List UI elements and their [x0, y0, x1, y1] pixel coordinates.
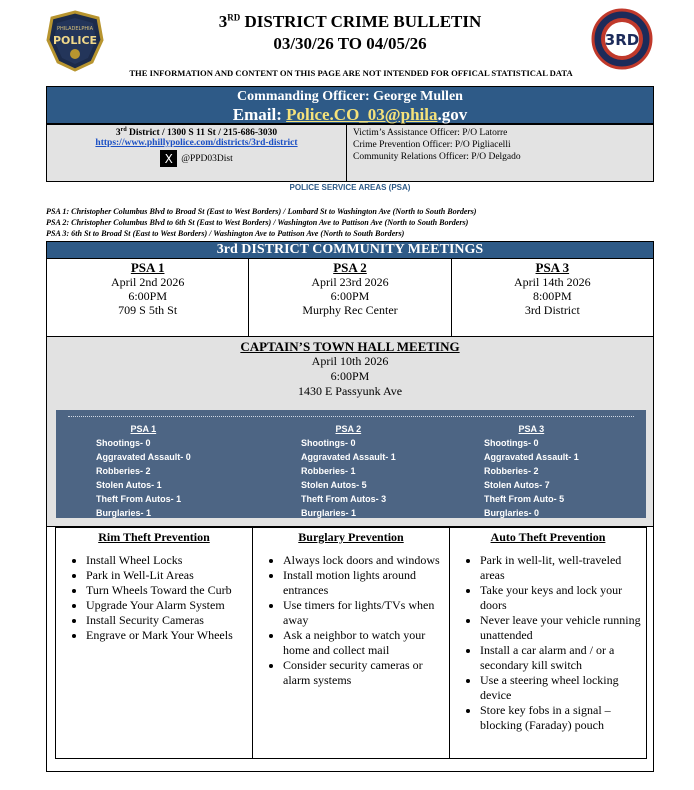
bulletin-date-range: 03/30/26 TO 04/05/26: [273, 34, 427, 53]
tips-heading: Burglary Prevention: [298, 530, 404, 544]
list-item: • Install Wheel Locks: [86, 553, 250, 568]
stat-theft-from-autos: Theft From Autos- 1: [96, 494, 182, 504]
crime-stats-psa-1: [96, 422, 191, 520]
tips-list: [255, 553, 447, 688]
officer-crime-prevention: Crime Prevention Officer: P/O Pigliacelli: [353, 140, 511, 150]
crime-stats-psa-2: [301, 422, 396, 520]
meeting-time: 8:00PM: [532, 289, 572, 303]
tips-heading: Rim Theft Prevention: [98, 530, 210, 544]
meeting-place: Murphy Rec Center: [302, 303, 398, 317]
psa-boundaries: [46, 206, 666, 239]
list-item: • Store key fobs in a signal – blocking (Faraday) pouch: [480, 703, 644, 733]
commanding-officer-email: Email: Police.CO_03@phila.gov: [232, 105, 468, 124]
stat-stolen-autos: Stolen Autos- 5: [301, 480, 367, 490]
town-hall-heading: CAPTAIN’S TOWN HALL MEETING: [240, 339, 460, 354]
list-item: • Never leave your vehicle running unattended: [480, 613, 644, 643]
svg-text:PHILADELPHIA: PHILADELPHIA: [56, 26, 94, 32]
email-link[interactable]: Police.CO_03@phila: [286, 105, 438, 124]
commanding-officer-name: Commanding Officer: George Mullen: [237, 89, 463, 104]
meeting-date: April 23rd 2026: [311, 275, 389, 289]
town-hall-date: April 10th 2026: [311, 354, 389, 368]
meeting-time: 6:00PM: [128, 289, 167, 303]
town-hall-meeting: [46, 339, 654, 399]
meeting-psa-label: PSA 3: [535, 260, 570, 275]
meeting-psa-1: [47, 259, 248, 336]
list-item: • Install a car alarm and / or a secondary kill switch: [480, 643, 644, 673]
psa-3-boundary: PSA 3: 6th St to Broad St (East to West Borders) / Washington Ave to Pattison Ave (North to South Borders): [46, 229, 405, 238]
meeting-psa-label: PSA 1: [130, 260, 165, 275]
officer-victims-assistance: Victim’s Assistance Officer: P/O Latorre: [353, 128, 508, 138]
district-address: 3rd District / 1300 S 11 St / 215-686-3030: [115, 127, 278, 139]
meeting-place: 3rd District: [524, 303, 580, 317]
list-item: • Turn Wheels Toward the Curb: [86, 583, 250, 598]
police-badge-logo: [46, 10, 104, 72]
stat-shootings: Shootings- 0: [484, 438, 539, 448]
stat-shootings: Shootings- 0: [301, 438, 356, 448]
stat-aggravated-assault: Aggravated Assault- 1: [484, 452, 579, 462]
psa-section-title: POLICE SERVICE AREAS (PSA): [289, 183, 411, 192]
commanding-officer-header: [46, 86, 654, 124]
list-item: • Always lock doors and windows: [283, 553, 447, 568]
stat-theft-from-autos: Theft From Autos- 3: [301, 494, 387, 504]
crime-stats-psa-3: [484, 422, 579, 520]
stat-stolen-autos: Stolen Autos- 1: [96, 480, 162, 490]
social-handle: @PPD03Dist: [181, 153, 233, 164]
bulletin-title: 3RD DISTRICT CRIME BULLETIN: [218, 12, 482, 31]
stat-robberies: Robberies- 2: [484, 466, 539, 476]
officer-list: [353, 127, 521, 163]
social-handle-row: [47, 150, 346, 167]
list-item: • Ask a neighbor to watch your home and collect mail: [283, 628, 447, 658]
tips-list: [58, 553, 250, 643]
list-item: • Park in Well-Lit Areas: [86, 568, 250, 583]
tips-list: [452, 553, 644, 733]
town-hall-time: 6:00PM: [330, 369, 370, 383]
list-item: • Take your keys and lock your doors: [480, 583, 644, 613]
meeting-psa-3: [451, 259, 653, 336]
stat-aggravated-assault: Aggravated Assault- 1: [301, 452, 396, 462]
psa-2-boundary: PSA 2: Christopher Columbus Blvd to 6th St (East to West Borders) / Washington Ave to Pattison Ave (North to South Borders): [46, 218, 469, 227]
stat-theft-from-autos: Theft From Auto- 5: [484, 494, 565, 504]
tips-heading: Auto Theft Prevention: [490, 530, 606, 544]
stat-robberies: Robberies- 2: [96, 466, 151, 476]
list-item: • Install motion lights around entrances: [283, 568, 447, 598]
svg-text:POLICE: POLICE: [52, 34, 98, 47]
list-item: • Upgrade Your Alarm System: [86, 598, 250, 613]
list-item: • Use timers for lights/TVs when away: [283, 598, 447, 628]
district-website-link[interactable]: https://www.phillypolice.com/districts/3rd-district: [95, 138, 298, 149]
rim-theft-tips: [56, 528, 252, 758]
district-contact: [47, 125, 347, 181]
meeting-place: 709 S 5th St: [118, 303, 178, 317]
prevention-tips-table: [55, 527, 647, 759]
meeting-time: 6:00PM: [330, 289, 370, 303]
crime-stats-psa-label: PSA 1: [130, 424, 157, 434]
community-meetings-table: [46, 259, 654, 337]
stat-stolen-autos: Stolen Autos- 7: [484, 480, 550, 490]
meeting-psa-label: PSA 2: [333, 260, 367, 275]
stat-robberies: Robberies- 1: [301, 466, 356, 476]
auto-theft-tips: [449, 528, 646, 758]
meeting-psa-2: [248, 259, 450, 336]
svg-text:3RD: 3RD: [604, 31, 640, 49]
psa-1-boundary: PSA 1: Christopher Columbus Blvd to Broad St (East to West Borders) / Lombard St to Washington Ave (North to South Borders): [46, 207, 477, 216]
stat-burglaries: Burglaries- 1: [301, 508, 357, 518]
prevention-tips-section: [46, 526, 654, 772]
x-twitter-icon[interactable]: X: [160, 150, 177, 167]
town-hall-place: 1430 E Passyunk Ave: [297, 384, 403, 398]
list-item: • Park in well-lit, well-traveled areas: [480, 553, 644, 583]
list-item: • Use a steering wheel locking device: [480, 673, 644, 703]
community-meetings-heading: 3rd DISTRICT COMMUNITY MEETINGS: [46, 241, 654, 259]
district-info-row: [46, 124, 654, 182]
meeting-date: April 14th 2026: [513, 275, 591, 289]
list-item: • Consider security cameras or alarm systems: [283, 658, 447, 688]
district-badge-logo: [591, 8, 653, 70]
stat-shootings: Shootings- 0: [96, 438, 151, 448]
officer-community-relations: Community Relations Officer: P/O Delgado: [353, 152, 521, 162]
disclaimer-notice: THE INFORMATION AND CONTENT ON THIS PAGE ARE NOT INTENDED FOR OFFICAL STATISTICAL DATA: [129, 68, 573, 78]
stat-burglaries: Burglaries- 1: [96, 508, 152, 518]
crime-stats-psa-label: PSA 2: [335, 424, 362, 434]
stat-aggravated-assault: Aggravated Assault- 0: [96, 452, 191, 462]
crime-stats-psa-label: PSA 3: [518, 424, 545, 434]
burglary-tips: [252, 528, 449, 758]
list-item: • Engrave or Mark Your Wheels: [86, 628, 250, 643]
meeting-date: April 2nd 2026: [110, 275, 185, 289]
crime-stats-panel: [56, 410, 646, 518]
stat-burglaries: Burglaries- 0: [484, 508, 540, 518]
divider: [68, 416, 634, 417]
list-item: • Install Security Cameras: [86, 613, 250, 628]
